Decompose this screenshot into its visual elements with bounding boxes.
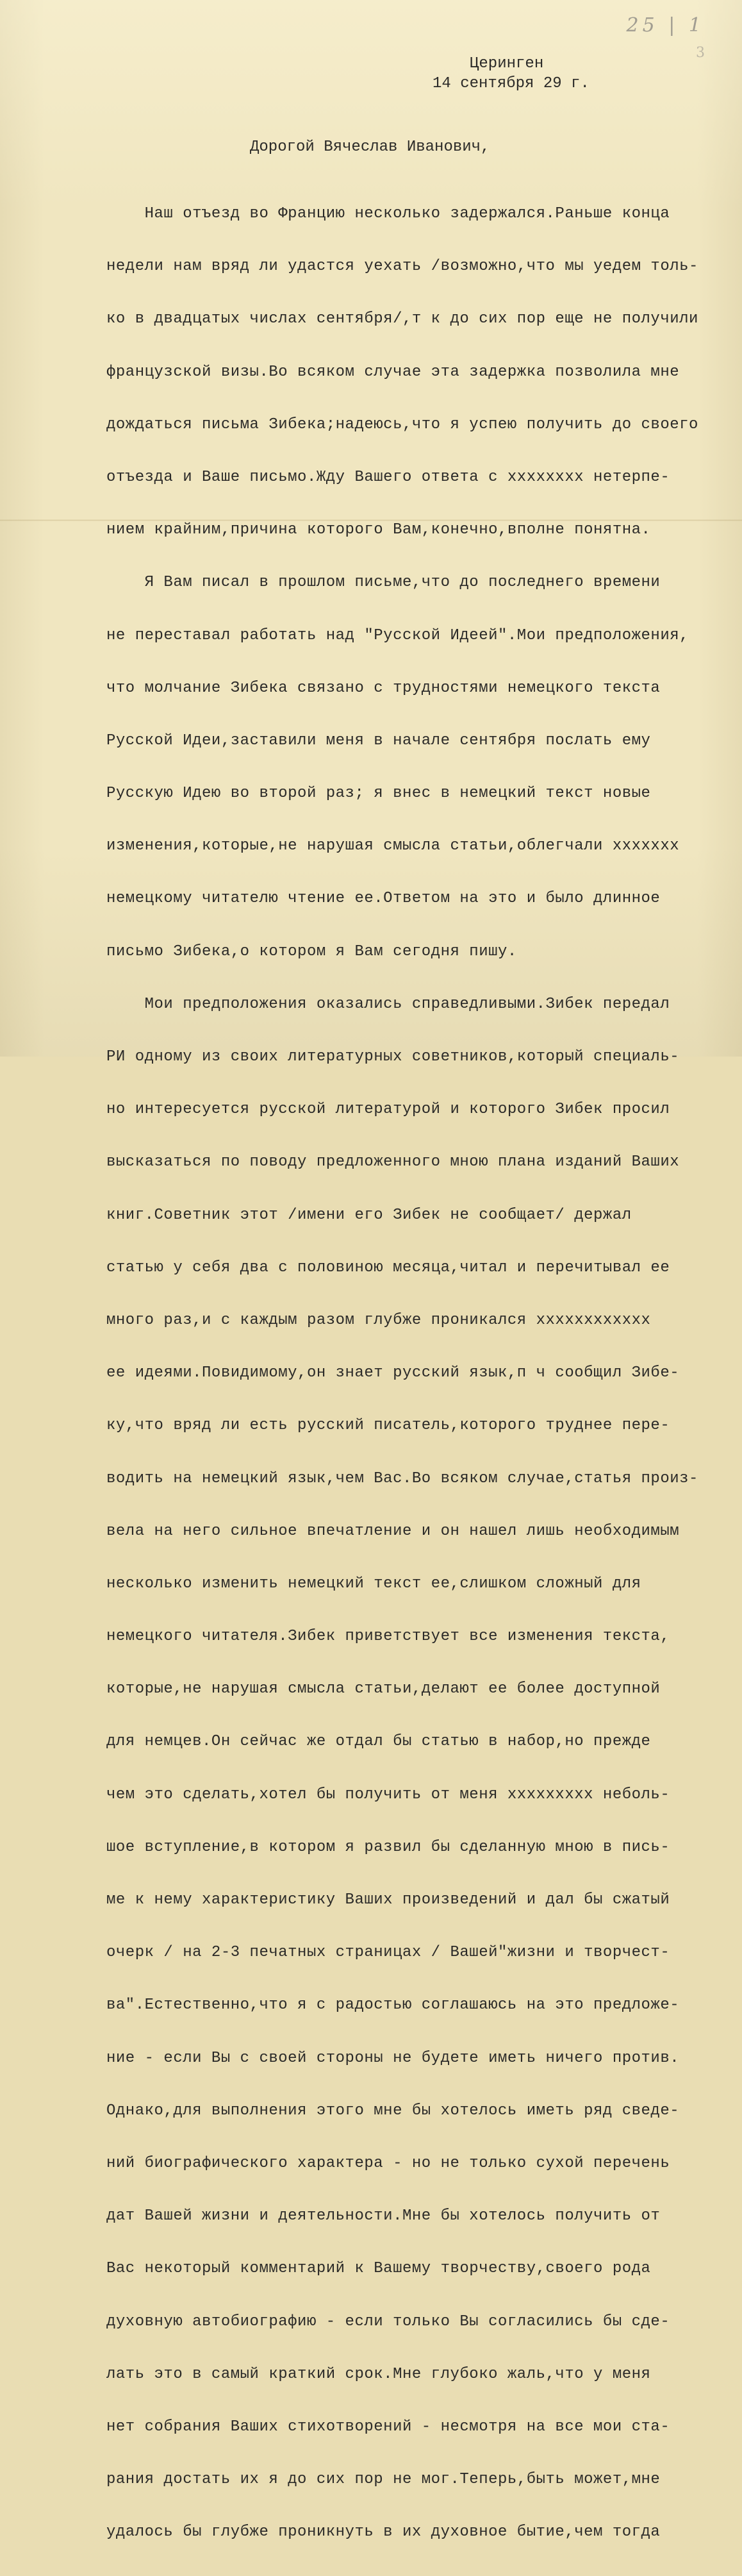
- text-line: немецкому читателю чтение ее.Ответом на это и было длинное: [106, 890, 661, 908]
- letter-date: 14 сентября 29 г.: [433, 75, 589, 92]
- text-line: для немцев.Он сейчас же отдал бы статью в набор,но прежде: [106, 1733, 651, 1751]
- text-line: которые,не нарушая смысла статьи,делают ее более доступной: [106, 1680, 661, 1698]
- text-line: Русскую Идею во второй раз; я внес в немецкий текст новые: [106, 785, 651, 803]
- text-line: Наш отъезд во Францию несколько задержался.Раньше конца: [106, 205, 670, 222]
- text-line: несколько изменить немецкий текст ее,слишком сложный для: [106, 1575, 641, 1593]
- text-line: ме к нему характеристику Ваших произведений и дал бы сжатый: [106, 1891, 670, 1909]
- text-line: Однако,для выполнения этого мне бы хотелось иметь ряд сведе-: [106, 2102, 680, 2120]
- text-line: духовную автобиографию - если только Вы согласились бы сде-: [106, 2313, 670, 2330]
- text-line: нием крайним,причина которого Вам,конечно,вполне понятна.: [106, 521, 651, 539]
- letter-body: [106, 171, 698, 2576]
- archive-sub-number: 3: [696, 45, 705, 61]
- text-line: ку,что вряд ли есть русский писатель,которого труднее пере-: [106, 1417, 670, 1435]
- text-line: статью у себя два с половиною месяца,читал и перечитывал ее: [106, 1259, 670, 1276]
- text-line: ва".Естественно,что я с радостью соглашаюсь на это предложе-: [106, 1996, 680, 2014]
- text-line: недели нам вряд ли удастся уехать /возможно,что мы уедем толь-: [106, 258, 698, 276]
- text-line: немецкого читателя.Зибек приветствует все изменения текста,: [106, 1628, 670, 1646]
- archive-folio-number: 25 | 1: [626, 14, 705, 37]
- text-line: ние - если Вы с своей стороны не будете иметь ничего против.: [106, 2049, 680, 2067]
- letter-salutation: Дорогой Вячеслав Иванович,: [250, 138, 490, 156]
- text-line: ко в двадцатых числах сентября/,т к до сих пор еще не получили: [106, 310, 698, 328]
- text-line: французской визы.Во всяком случае эта задержка позволила мне: [106, 363, 680, 381]
- text-line: ее идеями.Повидимому,он знает русский язык,п ч сообщил Зибе-: [106, 1364, 680, 1382]
- text-line: но интересуется русской литературой и которого Зибек просил: [106, 1101, 670, 1119]
- text-line: лать это в самый краткий срок.Мне глубоко жаль,что у меня: [106, 2365, 651, 2383]
- text-line: не переставал работать над "Русской Идеей".Мои предположения,: [106, 626, 689, 644]
- text-line: удалось бы глубже проникнуть в их духовное бытие,чем тогда: [106, 2523, 661, 2541]
- text-line: дождаться письма Зибека;надеюсь,что я успею получить до своего: [106, 415, 698, 433]
- text-line: чем это сделать,хотел бы получить от меня xxxxxxxxx неболь-: [106, 1786, 670, 1803]
- text-line: изменения,которые,не нарушая смысла статьи,облегчали xxxxxxx: [106, 837, 680, 855]
- text-line: вела на него сильное впечатление и он нашел лишь необходимым: [106, 1522, 680, 1540]
- text-line: отъезда и Ваше письмо.Жду Вашего ответа с xxxxxxxx нетерпе-: [106, 468, 670, 486]
- text-line: книг.Советник этот /имени его Зибек не сообщает/ держал: [106, 1206, 632, 1224]
- text-line: Вас некоторый комментарий к Вашему творчеству,своего рода: [106, 2260, 651, 2278]
- text-line: дат Вашей жизни и деятельности.Мне бы хотелось получить от: [106, 2207, 661, 2225]
- text-line: водить на немецкий язык,чем Вас.Во всяком случае,статья произ-: [106, 1469, 698, 1487]
- text-line: нет собрания Ваших стихотворений - несмотря на все мои ста-: [106, 2418, 670, 2436]
- text-line: Русской Идеи,заставили меня в начале сентября послать ему: [106, 732, 651, 749]
- text-line: Мои предположения оказались справедливыми.Зибек передал: [106, 995, 670, 1013]
- letter-place: Церинген: [470, 55, 544, 72]
- text-line: шое вступление,в котором я развил бы сделанную мною в пись-: [106, 1838, 670, 1856]
- text-line: ний биографического характера - но не только сухой перечень: [106, 2154, 670, 2172]
- text-line: письмо Зибека,о котором я Вам сегодня пишу.: [106, 942, 517, 960]
- text-line: Я Вам писал в прошлом письме,что до последнего времени: [106, 574, 661, 592]
- text-line: РИ одному из своих литературных советников,который специаль-: [106, 1048, 680, 1066]
- text-line: что молчание Зибека связано с трудностями немецкого текста: [106, 679, 661, 697]
- text-line: рания достать их я до сих пор не мог.Теперь,быть может,мне: [106, 2471, 661, 2489]
- text-line: очерк / на 2-3 печатных страницах / Вашей"жизни и творчест-: [106, 1944, 670, 1962]
- text-line: много раз,и с каждым разом глубже проникался xxxxxxxxxxxx: [106, 1311, 651, 1329]
- text-line: высказаться по поводу предложенного мною плана изданий Ваших: [106, 1153, 680, 1171]
